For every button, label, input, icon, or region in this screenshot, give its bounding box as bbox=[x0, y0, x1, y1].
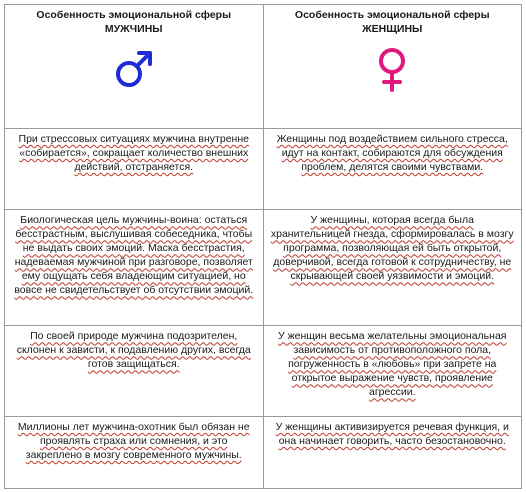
male-cell-text: При стрессовых ситуациях мужчина внутренне «собирается», сокращает количество внешних действий, отстраняется. bbox=[18, 133, 249, 173]
female-cell-text: У женщины, которая всегда была хранительницей гнезда, сформировалась в мозгу программа, позволяющая ей быть открытой, доверчивой, всегда готовой к сотрудничеству, не скрывающей своей уязвимости и эмоций. bbox=[270, 214, 514, 283]
male-cell-text: Миллионы лет мужчина-охотник был обязан не проявлять страха или сомнения, и это закреплено в мозгу современного мужчины. bbox=[17, 421, 250, 462]
male-cell bbox=[5, 210, 264, 326]
female-cell bbox=[263, 326, 522, 417]
female-cell bbox=[263, 417, 522, 489]
table-row bbox=[5, 326, 522, 417]
table-row bbox=[5, 210, 522, 326]
female-cell-text: У женщины активизируется речевая функция, и она начинает говорить, часто безостановочно. bbox=[275, 421, 509, 448]
table-row bbox=[5, 417, 522, 489]
header-female-subject: ЖЕНЩИНЫ bbox=[362, 23, 423, 35]
male-cell bbox=[5, 326, 264, 417]
female-cell-text: У женщин весьма желательны эмоциональная зависимость от противоположного пола, погруженность в «любовь» при запрете на открытое выражение чувств, проявление агрессии. bbox=[278, 330, 507, 399]
male-cell bbox=[5, 129, 264, 210]
male-cell-text: Биологическая цель мужчины-воина: остаться бесстрастным, выслушивая собеседника, чтобы не выдать своих эмоций. Маска бесстрастия, надеваемая мужчиной при разговоре, позволяет ему ощущать себя владеющим ситуацией, но вовсе не свидетельствует об отсутствии эмоций. bbox=[14, 214, 254, 297]
male-cell bbox=[5, 417, 264, 489]
header-female-column bbox=[263, 5, 522, 129]
table-row bbox=[5, 129, 522, 210]
header-male-subject: МУЖЧИНЫ bbox=[104, 23, 163, 35]
header-male-column bbox=[5, 5, 264, 129]
female-cell bbox=[263, 129, 522, 210]
male-symbol-icon bbox=[109, 44, 159, 94]
female-cell-text: Женщины под воздействием сильного стресса, идут на контакт, собираются для обсуждения проблем, делятся своими чувствами. bbox=[276, 133, 508, 173]
comparison-table bbox=[4, 4, 522, 489]
header-male-title: Особенность эмоциональной сферы bbox=[36, 9, 232, 21]
female-cell bbox=[263, 210, 522, 326]
male-cell-text: По своей природе мужчина подозрителен, склонен к зависти, к подавлению других, всегда готов защищаться. bbox=[16, 330, 251, 371]
comparison-page bbox=[4, 4, 522, 489]
female-symbol-icon bbox=[367, 44, 417, 94]
header-female-title: Особенность эмоциональной сферы bbox=[294, 9, 490, 21]
